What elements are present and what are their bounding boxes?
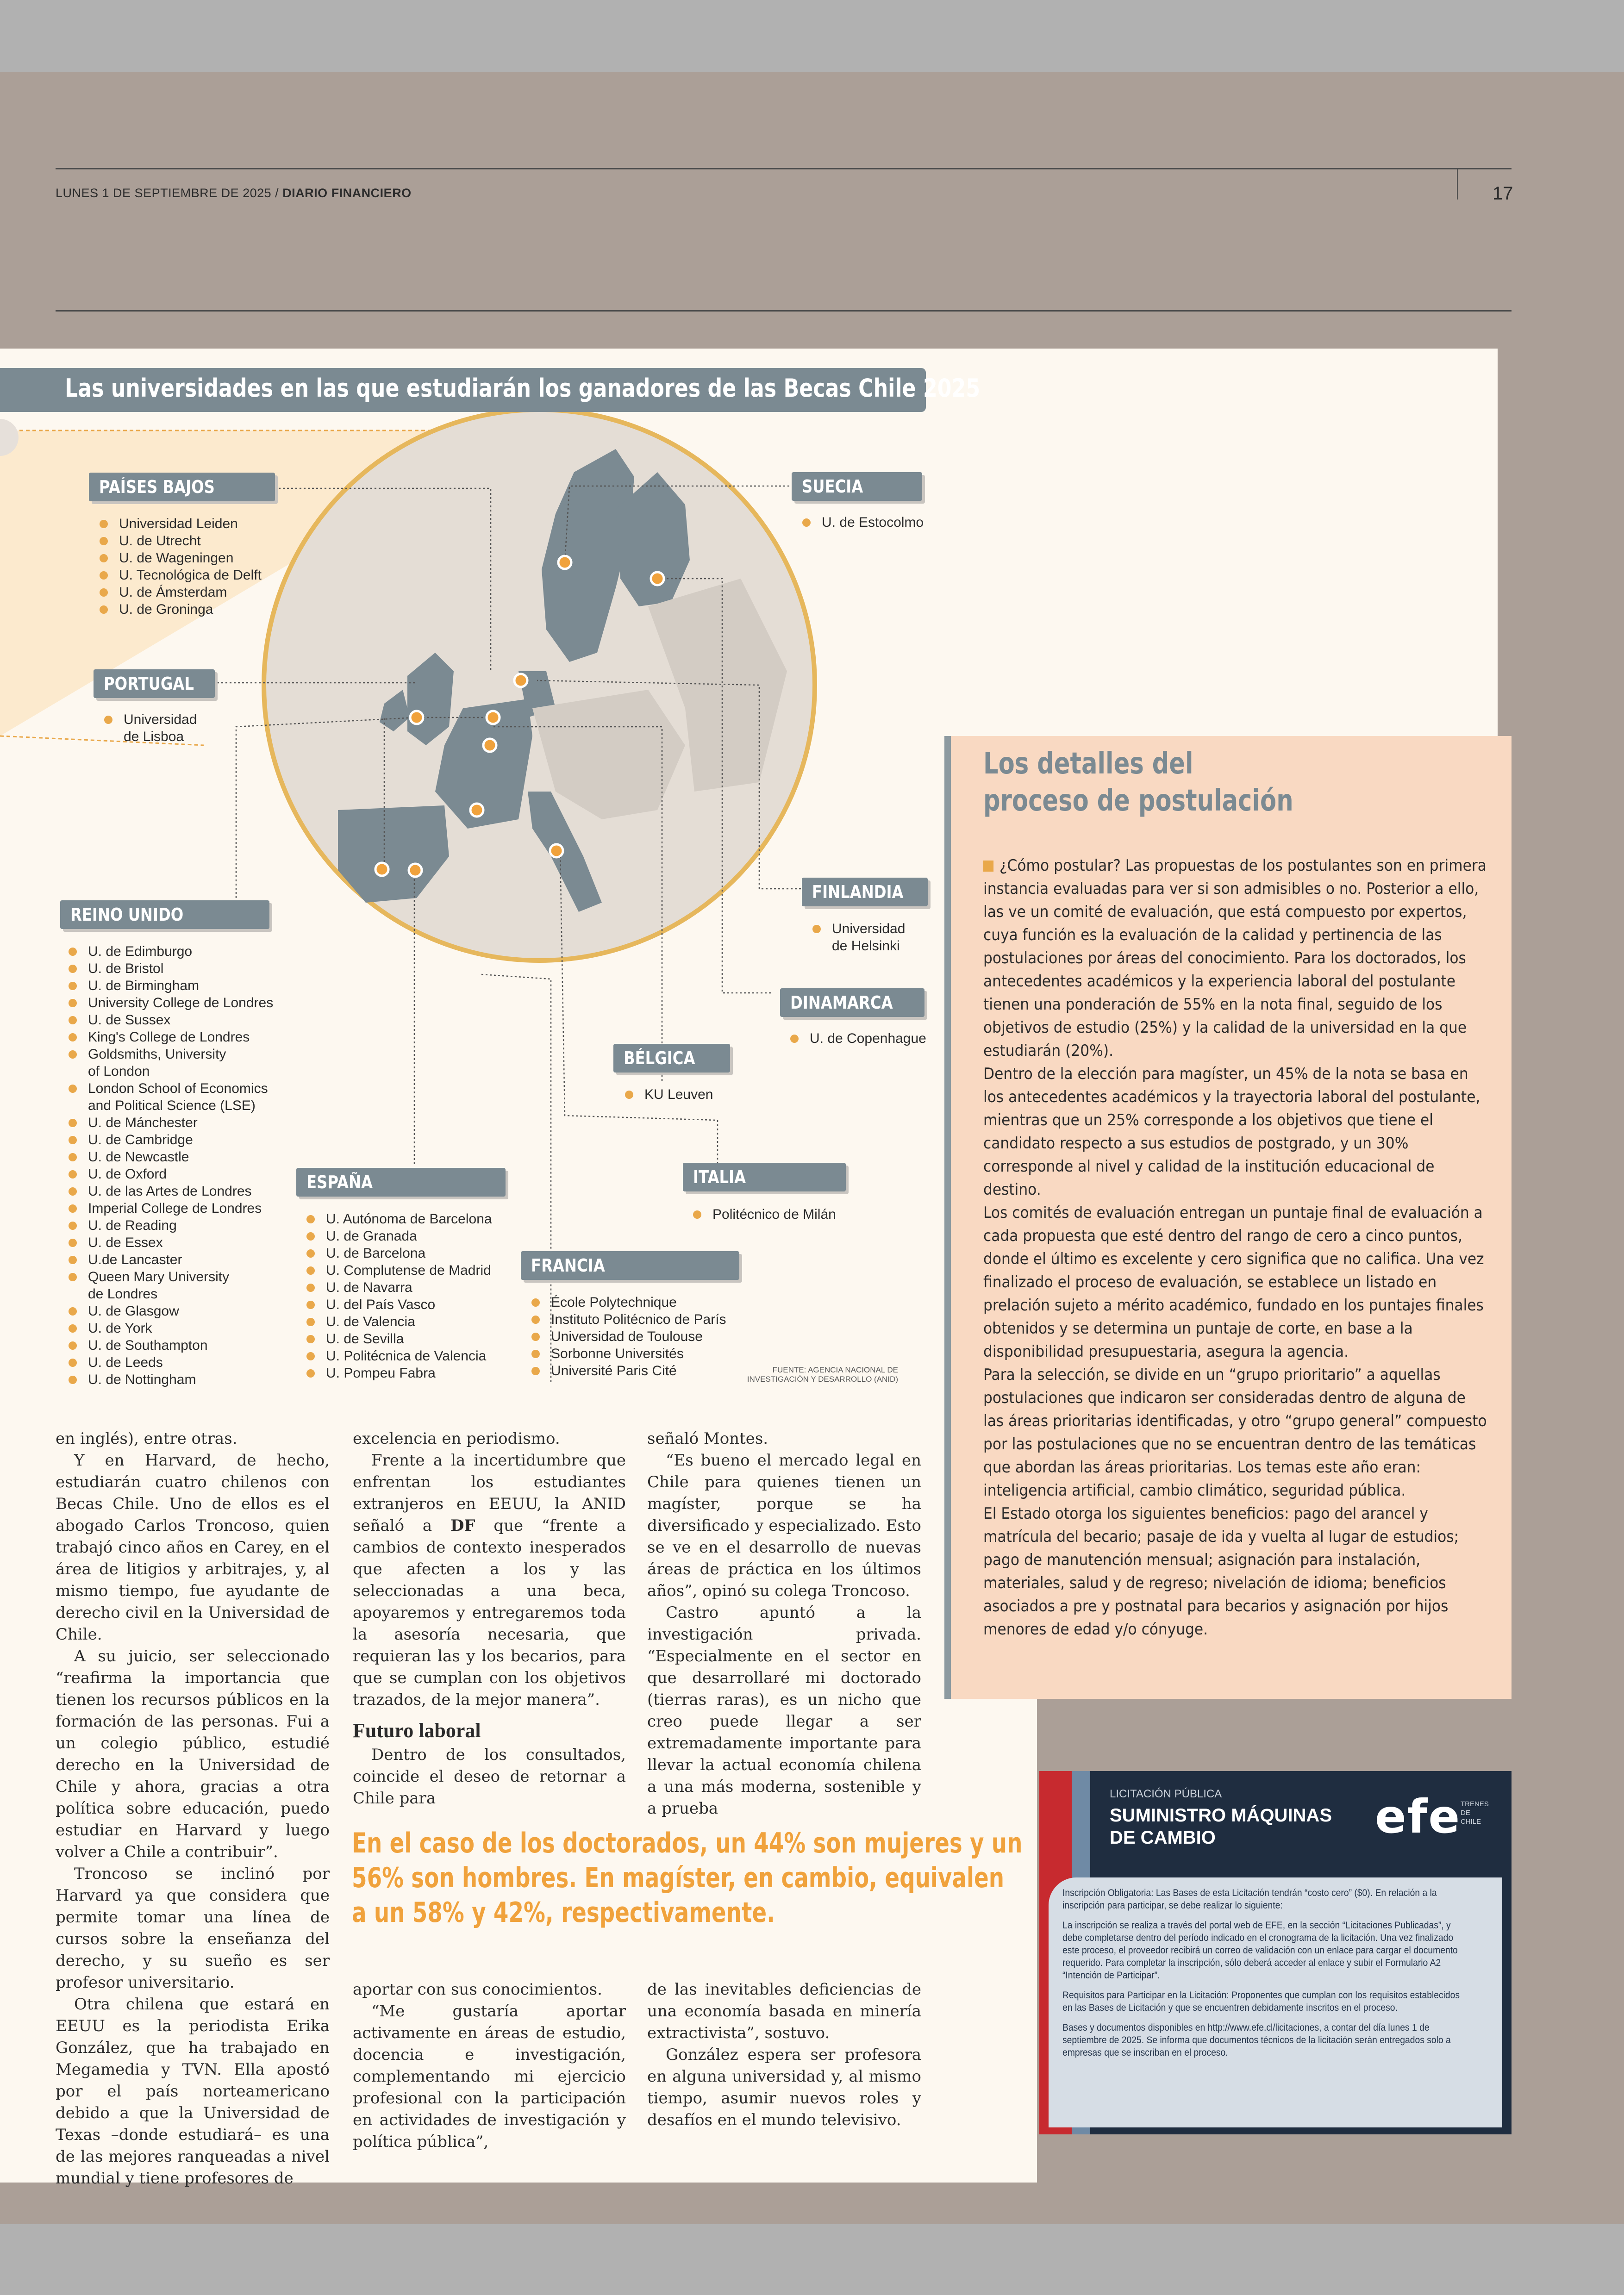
ad-title: SUMINISTRO MÁQUINAS DE CAMBIO [1110,1805,1332,1848]
country-label-suecia: SUECIA [792,472,922,501]
list-item: Goldsmiths, University [69,1046,273,1063]
list-suecia [802,514,924,531]
list-reino-unido [69,943,273,1388]
list-item: U. de Essex [69,1234,273,1251]
list-francia [531,1294,726,1379]
list-item: U. de las Artes de Londres [69,1183,273,1200]
list-item: U. de Mánchester [69,1114,273,1131]
list-item: U. de Wageningen [100,549,262,567]
list-finlandia [812,920,905,954]
pull-quote: En el caso de los doctorados, un 44% son mujeres y un 56% son hombres. En magíster, en cambio, equivalen a un 58% y 42%, respectivamente. [352,1827,1023,1929]
list-item: U. de Barcelona [306,1245,492,1262]
efe-logo: efe [1375,1790,1461,1844]
list-item: U. de Bristol [69,960,273,977]
list-item-continued: de Helsinki [832,938,900,954]
list-item: École Polytechnique [531,1294,726,1311]
list-item: U. de Leeds [69,1354,273,1371]
list-item: Universidad de Toulouse [531,1328,726,1345]
list-item: U. de Glasgow [69,1303,273,1320]
list-item: U. de Cambridge [69,1131,273,1148]
list-item: and Political Science (LSE) [88,1098,256,1113]
list-item: U. de Edimburgo [69,943,273,960]
country-label-italia: ITALIA [683,1163,846,1191]
list-item: Imperial College de Londres [69,1200,273,1217]
list-portugal [104,711,197,745]
sidebar-title: Los detalles del proceso de postulación [983,747,1293,818]
country-label-dinamarca: DINAMARCA [780,988,924,1017]
list-item: University College de Londres [69,994,273,1011]
country-label-francia: FRANCIA [521,1251,739,1280]
list-item: of London [88,1064,150,1079]
list-item: Queen Mary University [69,1268,273,1285]
article-column-3-bottom: de las inevitables deficiencias de una economía basada en minería extractivista”, sostuvo. González espera ser profesora en alguna universidad y, al mismo tiempo, asumir nuevos roles y desafíos en el mundo televisivo. [647,1980,921,2129]
list-italia [693,1206,836,1223]
article-column-3-top: señaló Montes. “Es bueno el mercado legal en Chile para quienes tienen un magíster, porque se ha diversificado y especializado. Esto se ve en el desarrollo de nuevas áreas de práctica en los últimos años”, opinó su colega Troncoso. Castro apuntó a la investigación privada. “Especialmente en el sector en que desarrollaré mi doctorado (tierras raras), es un nicho que creo puede llegar a ser extremadamente importante para llevar la actual economía chilena a una más moderna, sostenible y a prueba [647,1429,921,1818]
list-item: U. de Sevilla [306,1330,492,1347]
article-column-1: en inglés), entre otras. Y en Harvard, de hecho, estudiarán cuatro chilenos con Becas Chile. Uno de ellos es el abogado Carlos Troncoso, quien trabajó cinco años en Carey, en el área de litigios y arbitrajes, y, al mismo tiempo, fue ayudante de derecho civil en la Universidad de Chile. A su juicio, ser seleccionado “reafirma la importancia que tienen los recursos públicos en la formación de las personas. Fui a un colegio público, estudié derecho en la Universidad de Chile y ahora, gracias a otra política sobre educación, puedo estudiar en Harvard y luego volver a Chile a contribuir”. Troncoso se inclinó por Harvard ya que considera que permite tomar una línea de cursos sobre la enseñanza del derecho, y su sueño es ser profesor universitario. Otra chilena que estará en EEUU es la periodista Erika González, que ha trabajado en Megamedia y TVN. Ella apostó por el país norteamericano debido a que la Universidad de Texas –donde estudiará– es una de las mejores ranqueadas a nivel mundial y tiene profesores de [56,1429,330,2188]
ad-kicker: LICITACIÓN PÚBLICA [1110,1788,1222,1800]
list-item-continued: de Lisboa [124,729,184,744]
efe-logo-subtitle: TRENES DE CHILE [1461,1800,1489,1826]
list-item: U. Complutense de Madrid [306,1262,492,1279]
list-item: U.de Lancaster [69,1251,273,1268]
list-item: Universidad Leiden [100,515,262,532]
infographic-title-bar [0,368,981,412]
list-item: U. Politécnica de Valencia [306,1347,492,1365]
country-label-paises-bajos: PAÍSES BAJOS [89,473,275,501]
country-label-belgica: BÉLGICA [613,1044,730,1073]
article-column-2-bottom: aportar con sus conocimientos. “Me gustaría aportar activamente en áreas de estudio, docencia e investigación, complementando mi ejercicio profesional con la participación en actividades de investigación y política pública”, [353,1980,626,2151]
list-item: King's College de Londres [69,1029,273,1046]
infographic-source: FUENTE: AGENCIA NACIONAL DE INVESTIGACIÓN Y DESARROLLO (ANID) [747,1366,898,1384]
header-divider [1457,169,1458,200]
list-item: U. de Valencia [306,1313,492,1330]
list-belgica [625,1086,713,1103]
header-bottom-rule [56,310,1512,312]
list-item: U. de Sussex [69,1011,273,1029]
ad-text: Inscripción Obligatoria: Las Bases de esta Licitación tendrán “costo cero” ($0). En relación a la inscripción para participar, se debe realizar lo siguiente: La inscripción se realiza a través del portal web de EFE, en la sección “Licitaciones Publicadas”, y debe completarse dentro del período indicado en el cronograma de la licitación. Una vez finalizado este proceso, el proveedor recibirá un correo de validación con un enlace para cargar el documento requerido. Para completar la inscripción, sólo deberá acceder al enlace y subir el Formulario A2 “Intención de Participar”. Requisitos para Participar en la Licitación: Proponentes que cumplan con los requisitos establecidos en las Bases de Licitación y que se encuentren debidamente inscritos en el proceso. Bases y documentos disponibles en http://www.efe.cl/licitaciones, a contar del día lunes 1 de septiembre de 2025. Se informa que documentos técnicos de la licitación serán entregados solo a empresas que se inscriban en el proceso. [1062,1888,1460,2058]
list-item: U. de Utrecht [100,532,262,549]
country-label-finlandia: FINLANDIA [802,878,928,906]
list-item: U. de Groninga [100,601,262,618]
list-item: U. de Nottingham [69,1371,273,1388]
list-dinamarca [790,1030,926,1047]
list-item: Université Paris Cité [531,1362,726,1379]
country-label-espana: ESPAÑA [296,1168,506,1197]
page-number: 17 [1493,183,1513,204]
list-item: London School of Economics [69,1080,273,1097]
sidebar-body: ¿Cómo postular? Las propuestas de los postulantes son en primera instancia evaluadas para ver si son admisibles o no. Posterior a ello, las ve un comité de evaluación, que está compuesto por expertos, cuya función es la evaluación de la calidad y pertinencia de las postulaciones por áreas del conocimiento. Para los doctorados, los antecedentes académicos y la experiencia laboral del postulante tienen una ponderación de 55% en la nota final, seguido de los objetivos de estudio (25%) y la calidad de la universidad en la que estudiarán (20%). Dentro de la elección para magíster, un 45% de la nota se basa en los antecedentes académicos y la trayectoria laboral del postulante, mientras que un 25% corresponde a los objetivos que tiene el candidato respecto a sus estudios de postgrado, y un 30% corresponde al nivel y calidad de la institución educacional de destino. Los comités de evaluación entregan un puntaje final de evaluación a cada propuesta que esté dentro del rango de cero a cinco puntos, donde el último es excelente y cero significa que no califica. Una vez finalizado el proceso de evaluación, se establece un listado en prelación sujeto a mérito académico, fundado en los puntajes finales obtenidos y se determina un puntaje de corte, en base a la disponibilidad presupuestaria, asegura la agencia. Para la selección, se divide en un “grupo prioritario” a aquellas postulaciones que indicaron ser consideradas dentro de alguna de las áreas prioritarias identificadas, y otro “grupo general” compuesto por las postulaciones que no se encuentran dentro de las temáticas que abordan las áreas prioritarias. Los temas este año eran: inteligencia artificial, cambio climático, seguridad pública. El Estado otorga los siguientes beneficios: pago del arancel y matrícula del becario; pasaje de ida y vuelta al lugar de estudios; pago de manutención mensual; asignación para instalación, materiales, salud y de regreso; nivelación de idioma; beneficios asociados a pre y postnatal para becarios y asignación por hijos menores de edad y/o cónyuge. [983,854,1490,1641]
list-espana [306,1210,492,1382]
list-item: U. de Ámsterdam [100,584,262,601]
list-item: U. de Reading [69,1217,273,1234]
list-item: Instituto Politécnico de París [531,1311,726,1328]
list-item: U. de Granada [306,1228,492,1245]
list-item: U. Autónoma de Barcelona [306,1210,492,1228]
list-item: U. de Newcastle [69,1148,273,1166]
list-item: U. de Estocolmo [802,514,924,531]
list-item: U. de Oxford [69,1166,273,1183]
list-item: KU Leuven [625,1086,713,1103]
list-item: U. de Navarra [306,1279,492,1296]
header-dateline: LUNES 1 DE SEPTIEMBRE DE 2025 / DIARIO FINANCIERO [56,186,412,200]
country-label-portugal: PORTUGAL [94,669,215,698]
list-item: U. de York [69,1320,273,1337]
efe-advertisement [1039,1771,1512,2134]
list-item: U. del País Vasco [306,1296,492,1313]
list-item: U. Pompeu Fabra [306,1365,492,1382]
list-item: U. Tecnológica de Delft [100,567,262,584]
country-label-reino-unido: REINO UNIDO [60,900,269,929]
infographic-title: Las universidades en las que estudiarán los ganadores de las Becas Chile 2025 [65,374,981,403]
list-item: U. de Copenhague [790,1030,926,1047]
list-item: de Londres [88,1286,158,1302]
list-item: U. de Birmingham [69,977,273,994]
list-item: Sorbonne Universités [531,1345,726,1362]
header-top-rule [56,168,1512,169]
article-column-2-top: excelencia en periodismo. Frente a la incertidumbre que enfrentan los estudiantes extranjeros en EEUU, la ANID señaló a DF que “frente a cambios de contexto inesperados que afecten a los y las seleccionadas a una beca, apoyaremos y entregaremos toda la asesoría necesaria, que requieran las y los becarios, para que se cumplan con los objetivos trazados, de la mejor manera”. Futuro laboral Dentro de los consultados, coincide el deseo de retornar a Chile para [353,1429,626,1808]
subhead-futuro-laboral: Futuro laboral [353,1719,481,1742]
list-item: Universidad [812,920,905,937]
list-item: Politécnico de Milán [693,1206,836,1223]
sidebar-box [944,736,1512,1699]
list-item: Universidad [104,711,197,728]
list-item: U. de Southampton [69,1337,273,1354]
list-paises-bajos [100,515,262,618]
